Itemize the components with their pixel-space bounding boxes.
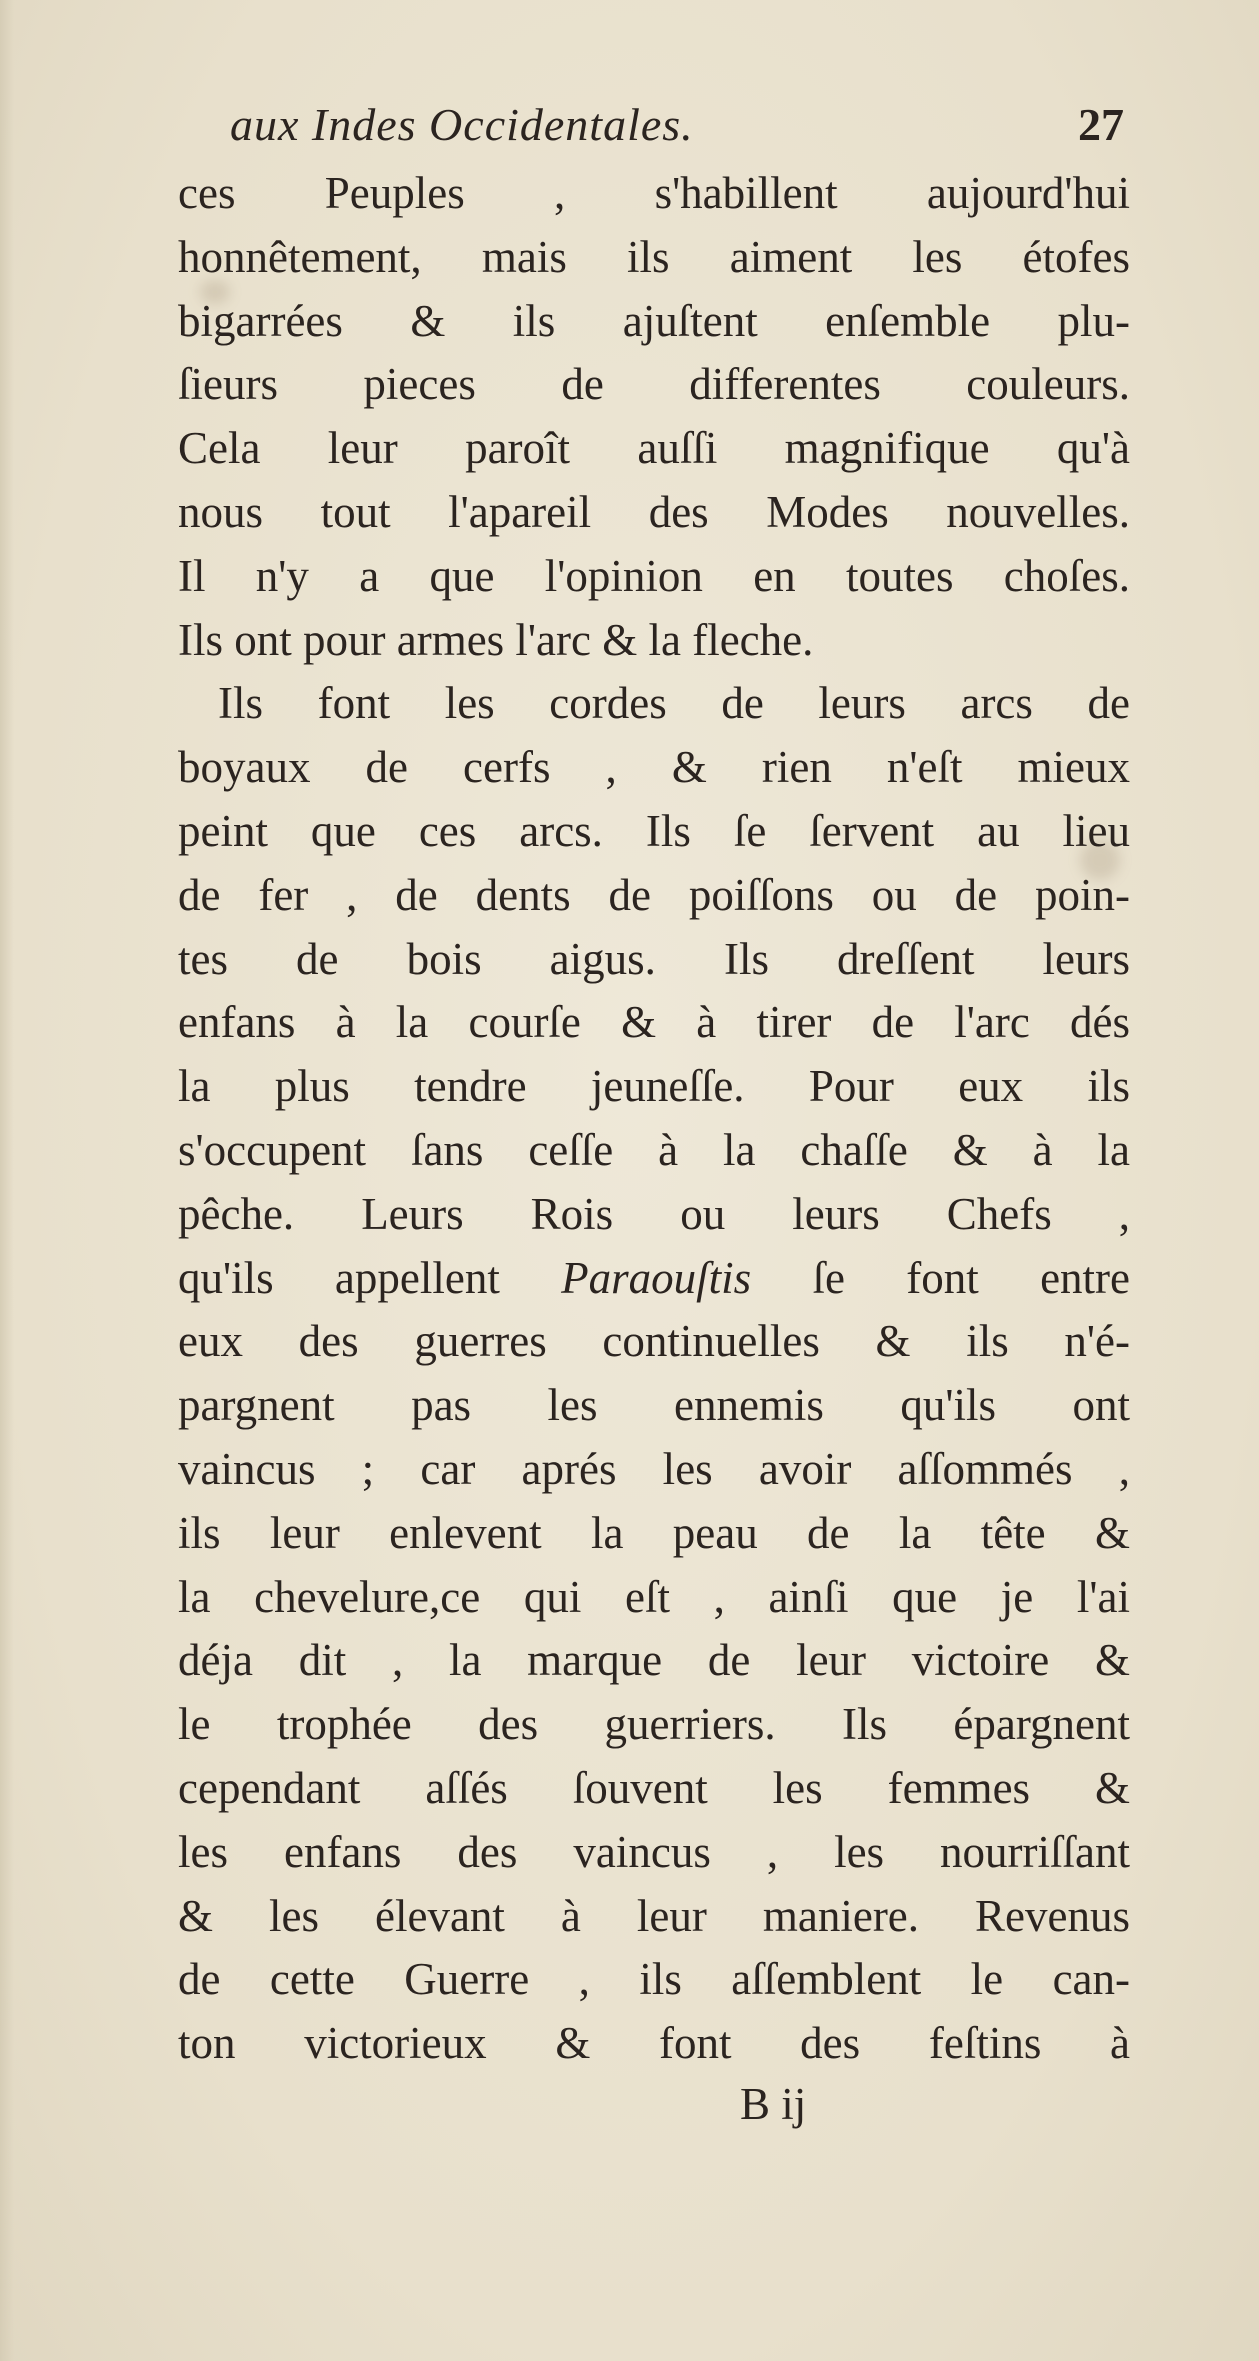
- page-number: 27: [1078, 99, 1124, 150]
- text-line: la chevelure,ce qui eſt , ainſi que je l'ai: [178, 1571, 1130, 1622]
- text-line: vaincus ; car aprés les avoir aſſommés ,: [178, 1443, 1130, 1494]
- text-line: peint que ces arcs. Ils ſe ſervent au lieu: [178, 805, 1130, 856]
- text-line: le trophée des guerriers. Ils épargnent: [178, 1699, 1130, 1750]
- text-line: ils leur enlevent la peau de la tête &: [178, 1507, 1130, 1558]
- text-line: bigarrées & ils ajuſtent enſemble plu-: [178, 295, 1130, 346]
- text-line: les enfans des vaincus , les nourriſſant: [178, 1826, 1130, 1877]
- text-line: la plus tendre jeuneſſe. Pour eux ils: [178, 1061, 1130, 1112]
- text-line: eux des guerres continuelles & ils n'é-: [178, 1316, 1130, 1367]
- text-line: honnêtement, mais ils aiment les étofes: [178, 231, 1130, 282]
- signature-mark: B ij: [740, 2079, 807, 2129]
- text-line: & les élevant à leur maniere. Revenus: [178, 1890, 1130, 1941]
- text-line: déja dit , la marque de leur victoire &: [178, 1635, 1130, 1686]
- page-gutter-shadow: [0, 0, 14, 2361]
- paragraph-start-line: Ils font les cordes de leurs arcs de: [218, 678, 1130, 729]
- text-segment: ſe font entre: [812, 1252, 1131, 1303]
- text-line: nous tout l'apareil des Modes nouvelles.: [178, 486, 1130, 537]
- text-line: Il n'y a que l'opinion en toutes choſes.: [178, 550, 1130, 601]
- text-line: ton victorieux & font des feſtins à: [178, 2018, 1130, 2069]
- running-title: aux Indes Occidentales.: [230, 99, 694, 150]
- running-header: [178, 98, 1130, 158]
- text-line: cependant aſſés ſouvent les femmes &: [178, 1762, 1130, 1813]
- text-line: ſieurs pieces de differentes couleurs.: [178, 359, 1130, 410]
- text-line: de cette Guerre , ils aſſemblent le can-: [178, 1954, 1130, 2005]
- text-line: [178, 1247, 1130, 1311]
- text-line: pêche. Leurs Rois ou leurs Chefs ,: [178, 1188, 1130, 1239]
- text-line: s'occupent ſans ceſſe à la chaſſe & à la: [178, 1124, 1130, 1175]
- text-line: de fer , de dents de poiſſons ou de poin-: [178, 869, 1130, 920]
- body-text: [178, 162, 1130, 2076]
- text-line: Ils ont pour armes l'arc & la fleche.: [178, 614, 814, 665]
- text-line: pargnent pas les ennemis qu'ils ont: [178, 1380, 1130, 1431]
- text-line: tes de bois aigus. Ils dreſſent leurs: [178, 933, 1130, 984]
- text-segment: qu'ils appellent: [178, 1252, 500, 1303]
- text-line: Cela leur paroît auſſi magnifique qu'à: [178, 423, 1130, 474]
- text-line: enfans à la courſe & à tirer de l'arc dés: [178, 997, 1130, 1048]
- italic-term: Paraouſtis: [561, 1252, 752, 1303]
- text-line: boyaux de cerfs , & rien n'eſt mieux: [178, 742, 1130, 793]
- text-line: ces Peuples , s'habillent aujourd'hui: [178, 168, 1130, 218]
